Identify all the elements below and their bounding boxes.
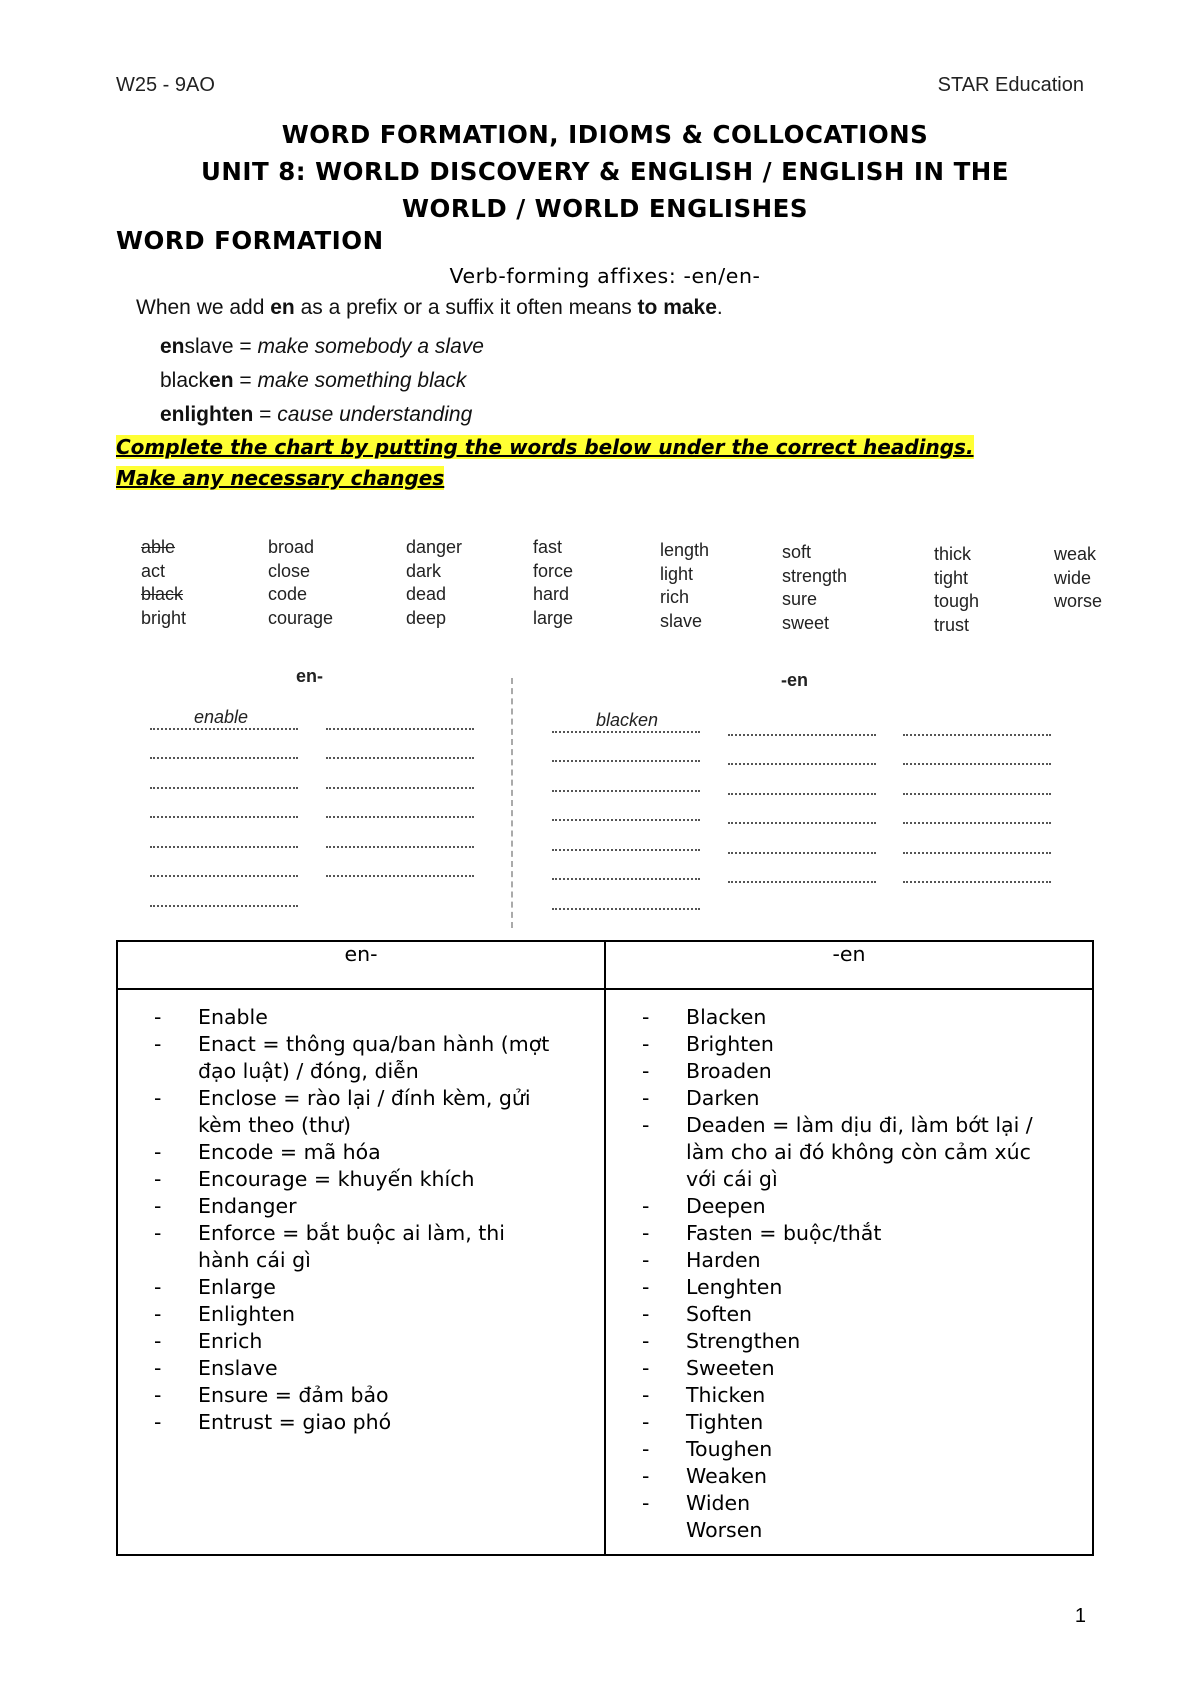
blank-line[interactable] xyxy=(150,759,298,789)
answer-item-line: - Enact = thông qua/ban hành (mợt xyxy=(198,1032,550,1056)
word-bank-word: hard xyxy=(533,584,570,604)
blank-line[interactable] xyxy=(150,789,298,819)
example-answer-blacken: blacken xyxy=(596,709,659,730)
blank-line[interactable] xyxy=(903,736,1051,766)
answer-list-item xyxy=(154,1220,588,1274)
instruction-line-2: Make any necessary changes xyxy=(116,466,445,490)
example-word: slave xyxy=(184,335,234,358)
answer-list-item xyxy=(154,1301,588,1328)
blank-line[interactable] xyxy=(552,792,700,822)
answer-list-item xyxy=(642,1220,1076,1247)
answer-list-item xyxy=(154,1193,588,1220)
answer-list-item xyxy=(642,1463,1076,1490)
answer-list-item xyxy=(642,1301,1076,1328)
answer-item-line: - Deepen xyxy=(686,1194,766,1218)
word-bank-column xyxy=(660,539,709,633)
document-title xyxy=(116,116,1094,227)
word-bank-word: tough xyxy=(934,591,980,611)
examples-list xyxy=(160,330,484,432)
explanation-keyword-to-make: to make xyxy=(637,296,717,319)
answer-list-item xyxy=(642,1004,1076,1031)
blank-line[interactable] xyxy=(150,700,298,730)
blank-line[interactable] xyxy=(728,824,876,854)
word-bank-word: large xyxy=(533,607,574,628)
word-bank-column xyxy=(1054,543,1102,614)
blank-line[interactable] xyxy=(326,789,474,819)
header-organization: STAR Education xyxy=(937,74,1084,96)
answer-header-suffix: -en xyxy=(605,941,1093,989)
explanation-part: as a prefix or a suffix it often means xyxy=(294,296,638,319)
word-bank-word: fast xyxy=(533,537,563,557)
suffix-blank-column xyxy=(903,706,1051,883)
answer-list-item xyxy=(154,1139,588,1166)
blank-line[interactable] xyxy=(552,762,700,792)
word-bank-word: sure xyxy=(782,589,818,609)
example-equals: = xyxy=(233,335,258,358)
word-bank-word: weak xyxy=(1054,544,1097,564)
word-bank-word: worse xyxy=(1054,591,1103,611)
title-line-1: WORD FORMATION, IDIOMS & COLLOCATIONS xyxy=(281,120,929,149)
suffix-blank-column xyxy=(728,706,876,883)
answer-item-line: kèm theo (thư) xyxy=(198,1113,351,1137)
header-class-code: W25 - 9AO xyxy=(116,74,215,96)
answer-item-line: - Lenghten xyxy=(686,1275,783,1299)
instruction-line-1: Complete the chart by putting the words below under the correct headings. xyxy=(116,435,974,459)
word-bank-word: dead xyxy=(406,584,447,604)
blank-line[interactable] xyxy=(903,706,1051,736)
blank-line[interactable] xyxy=(728,736,876,766)
answer-item-line: - Enforce = bắt buộc ai làm, thi xyxy=(198,1221,505,1245)
answer-prefix-cell xyxy=(117,989,605,1555)
word-bank-word: rich xyxy=(660,587,690,607)
word-bank-word: act xyxy=(141,560,166,581)
answer-list-item xyxy=(642,1382,1076,1409)
answer-item-line: - Strengthen xyxy=(686,1329,801,1353)
answer-item-line: - Darken xyxy=(686,1086,760,1110)
example-meaning: cause understanding xyxy=(277,403,473,426)
example-meaning: make something black xyxy=(257,369,467,392)
answer-list-item xyxy=(642,1193,1076,1220)
suffix-blank-column xyxy=(552,703,700,910)
blank-line[interactable] xyxy=(552,821,700,851)
blank-line[interactable] xyxy=(728,706,876,736)
word-bank-word: soft xyxy=(782,542,812,562)
answer-list-item xyxy=(154,1355,588,1382)
answer-list-item xyxy=(154,1031,588,1085)
word-bank-word: courage xyxy=(268,607,334,628)
word-bank-word: light xyxy=(660,563,694,584)
blank-line[interactable] xyxy=(552,880,700,910)
answer-list-item xyxy=(642,1355,1076,1382)
blank-line[interactable] xyxy=(903,765,1051,795)
answer-item-line: đạo luật) / đóng, diễn xyxy=(198,1059,419,1083)
answer-item-line: - Harden xyxy=(686,1248,761,1272)
answer-item-line: - Broaden xyxy=(686,1059,772,1083)
example-enlighten xyxy=(160,398,484,432)
chart-suffix-heading: -en xyxy=(781,670,808,690)
example-bold: enlighten xyxy=(160,403,254,426)
answer-item-line: - Tighten xyxy=(686,1410,764,1434)
answer-list-item xyxy=(642,1031,1076,1058)
answer-list-item xyxy=(154,1004,588,1031)
word-bank-word: strength xyxy=(782,565,848,586)
example-meaning: make somebody a slave xyxy=(257,335,484,358)
word-bank-word: thick xyxy=(934,544,972,564)
blank-line[interactable] xyxy=(150,877,298,907)
word-bank-word: dark xyxy=(406,560,442,581)
blank-line[interactable] xyxy=(728,854,876,884)
word-bank-word: broad xyxy=(268,537,315,557)
answer-list-item xyxy=(642,1490,1076,1517)
answer-item-line: - Thicken xyxy=(686,1383,766,1407)
example-equals: = xyxy=(253,403,278,426)
blank-line[interactable] xyxy=(150,730,298,760)
example-bold: en xyxy=(160,335,185,358)
blank-line[interactable] xyxy=(903,854,1051,884)
answer-item-line: - Enrich xyxy=(198,1329,263,1353)
answer-item-line: - Entrust = giao phó xyxy=(198,1410,392,1434)
title-line-3: WORLD / WORLD ENGLISHES xyxy=(402,194,808,223)
example-word: black xyxy=(160,369,210,392)
answer-item-line: - Enslave xyxy=(198,1356,278,1380)
example-bold: en xyxy=(209,369,234,392)
word-bank-word: deep xyxy=(406,607,447,628)
blank-line[interactable] xyxy=(552,733,700,763)
answer-item-line: - Blacken xyxy=(686,1005,767,1029)
blank-line[interactable] xyxy=(552,851,700,881)
word-bank-word: trust xyxy=(934,614,970,635)
explanation-part: When we add xyxy=(136,296,271,319)
title-line-2: UNIT 8: WORLD DISCOVERY & ENGLISH / ENGLISH IN THE xyxy=(200,157,1010,186)
word-bank-column xyxy=(934,543,979,637)
answer-list-item xyxy=(642,1058,1076,1085)
word-bank-word: able xyxy=(141,537,176,557)
blank-line[interactable] xyxy=(326,818,474,848)
answer-item-line: - Brighten xyxy=(686,1032,774,1056)
explanation-part: . xyxy=(716,296,723,319)
word-bank-word: danger xyxy=(406,537,463,557)
suffix-word-list xyxy=(642,1004,1076,1544)
answer-item-line: - Weaken xyxy=(686,1464,767,1488)
answer-list-item xyxy=(154,1274,588,1301)
blank-line[interactable] xyxy=(326,700,474,730)
example-enslave xyxy=(160,330,484,364)
answer-table xyxy=(116,940,1094,1556)
answer-list-item xyxy=(642,1409,1076,1436)
word-bank-column xyxy=(406,536,462,630)
word-bank-word: force xyxy=(533,560,574,581)
answer-item-line: - Endanger xyxy=(198,1194,297,1218)
blank-line[interactable] xyxy=(326,730,474,760)
chart-prefix-heading: en- xyxy=(296,666,323,686)
blank-line[interactable] xyxy=(150,818,298,848)
blank-line[interactable] xyxy=(552,703,700,733)
word-bank-word: black xyxy=(141,584,184,604)
prefix-word-list xyxy=(154,1004,588,1436)
answer-item-line: - Toughen xyxy=(686,1437,773,1461)
answer-list-item xyxy=(642,1085,1076,1112)
blank-line[interactable] xyxy=(326,759,474,789)
answer-list-item xyxy=(154,1328,588,1355)
answer-list-item xyxy=(642,1247,1076,1274)
chart-divider xyxy=(511,678,513,928)
affix-subtitle: Verb-forming affixes: -en/en- xyxy=(449,264,761,288)
prefix-blank-column xyxy=(326,700,474,877)
word-bank-word: length xyxy=(660,540,710,560)
example-blacken xyxy=(160,364,484,398)
answer-list-item xyxy=(154,1085,588,1139)
answer-list-item xyxy=(154,1382,588,1409)
word-bank-word: sweet xyxy=(782,612,830,633)
word-bank-column xyxy=(268,536,333,630)
answer-suffix-cell xyxy=(605,989,1093,1555)
instruction xyxy=(116,432,974,494)
answer-header-prefix: en- xyxy=(117,941,605,989)
word-bank-column xyxy=(533,536,573,630)
blank-line[interactable] xyxy=(903,824,1051,854)
blank-line[interactable] xyxy=(150,848,298,878)
answer-item-line: - Fasten = buộc/thắt xyxy=(686,1221,882,1245)
word-bank-word: slave xyxy=(660,610,703,631)
blank-line[interactable] xyxy=(728,765,876,795)
word-bank-word: bright xyxy=(141,607,187,628)
word-bank-column xyxy=(141,536,186,630)
answer-item-line: - Encode = mã hóa xyxy=(198,1140,381,1164)
answer-list-item xyxy=(642,1436,1076,1463)
answer-item-line: - Encourage = khuyến khích xyxy=(198,1167,475,1191)
answer-list-item xyxy=(642,1274,1076,1301)
page-number: 1 xyxy=(1074,1605,1086,1627)
answer-item-line: - Deaden = làm dịu đi, làm bớt lại / xyxy=(686,1113,1033,1137)
answer-item-line: - Enlarge xyxy=(198,1275,276,1299)
prefix-blank-column xyxy=(150,700,298,907)
explanation-text xyxy=(136,296,723,320)
word-bank-word: code xyxy=(268,584,308,604)
blank-line[interactable] xyxy=(326,848,474,878)
answer-item-line: với cái gì xyxy=(686,1167,778,1191)
answer-item-line: - Ensure = đảm bảo xyxy=(198,1383,389,1407)
word-bank-word: close xyxy=(268,560,311,581)
section-title: WORD FORMATION xyxy=(116,226,384,255)
answer-item-line: - Enclose = rào lại / đính kèm, gửi xyxy=(198,1086,531,1110)
answer-list-item xyxy=(642,1328,1076,1355)
answer-list-item xyxy=(154,1409,588,1436)
answer-item-line: - Soften xyxy=(686,1302,753,1326)
answer-item-line: - Widen xyxy=(686,1491,751,1515)
blank-line[interactable] xyxy=(728,795,876,825)
answer-item-line: - Enlighten xyxy=(198,1302,295,1326)
example-equals: = xyxy=(233,369,258,392)
answer-list-item xyxy=(642,1112,1076,1193)
blank-line[interactable] xyxy=(903,795,1051,825)
answer-list-item: Worsen xyxy=(686,1518,763,1542)
word-bank-word: wide xyxy=(1054,567,1092,588)
answer-item-line: làm cho ai đó không còn cảm xúc xyxy=(686,1140,1031,1164)
explanation-keyword-en: en xyxy=(270,296,295,319)
word-bank-word: tight xyxy=(934,567,969,588)
answer-item-line: hành cái gì xyxy=(198,1248,311,1272)
word-bank-column xyxy=(782,541,847,635)
answer-item-line: - Sweeten xyxy=(686,1356,775,1380)
answer-item-line: - Enable xyxy=(198,1005,268,1029)
answer-list-item xyxy=(154,1166,588,1193)
example-answer-enable: enable xyxy=(194,706,249,727)
